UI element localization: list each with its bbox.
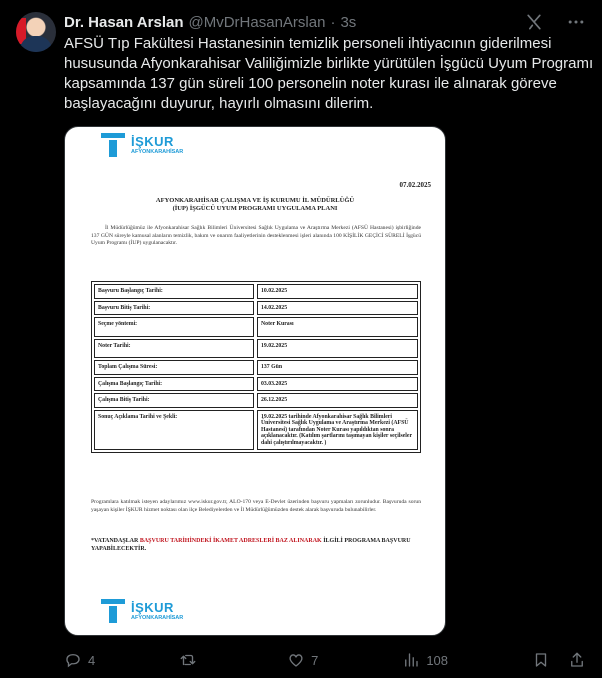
flag-badge (16, 18, 26, 44)
row-label: Toplam Çalışma Süresi: (94, 360, 254, 375)
share-icon (568, 651, 586, 669)
share-button[interactable] (568, 651, 586, 669)
retweet-icon (179, 651, 197, 669)
row-label: Sonuç Açıklama Tarihi ve Şekli: (94, 410, 254, 451)
row-label: Çalışma Başlangıç Tarihi: (94, 377, 254, 392)
document-warning (91, 537, 421, 553)
table-row (94, 301, 418, 316)
row-value: 26.12.2025 (257, 393, 418, 408)
like-count: 7 (311, 652, 319, 668)
document-title (65, 197, 445, 213)
header-icons (524, 12, 586, 32)
document-title-line1: AFYONKARAHİSAR ÇALIŞMA VE İŞ KURUMU İL MÜDÜRLÜĞÜ (155, 197, 355, 204)
author-name[interactable]: Dr. Hasan Arslan (64, 13, 184, 31)
row-label: Başvuru Bitiş Tarihi: (94, 301, 254, 316)
tweet-text: AFSÜ Tıp Fakültesi Hastanesinin temizlik personeli ihtiyacının giderilmesi hususunda Afyonkarahisar Valiliğimizle birlikte yürütülen İşgücü Uyum Programı kapsamında 137 gün süreli 100 personelin noter kurası ile alınarak göreve başlayacağını duyurur, hayırlı olmasını dilerim. (64, 35, 594, 112)
warning-red-text: BAŞVURU TARİHİNDEKİ İKAMET ADRESLERİ BAZ ALINARAK (139, 538, 322, 544)
iskur-logo-bottom (101, 599, 183, 623)
iskur-logo-icon (101, 133, 125, 157)
row-label: Çalışma Bitiş Tarihi: (94, 393, 254, 408)
row-label: Seçme yöntemi: (94, 317, 254, 337)
reply-icon (64, 651, 82, 669)
row-value: Noter Kurası (257, 317, 418, 337)
avatar[interactable] (16, 12, 56, 52)
views-button[interactable] (402, 651, 448, 669)
reply-count: 4 (88, 652, 96, 668)
logo-word: İŞKUR (131, 133, 174, 149)
retweet-button[interactable] (179, 651, 203, 669)
views-icon (402, 651, 420, 669)
iskur-logo-icon (101, 599, 125, 623)
grok-icon[interactable] (524, 12, 544, 32)
table-row (94, 377, 418, 392)
table-row (94, 410, 418, 451)
row-value: 19.02.2025 tarihinde Afyonkarahisar Sağlık Bilimleri Üniversitesi Sağlık Uygulama ve Araştırma Merkezi (AFSÜ Hastanesi) tarafından Noter Kurası yapıldıktan sonra açıklanacaktır. (Katılım şartlarını taşımayan kişiler seçilseler dahi çalıştırılmayacaktır. ) (257, 410, 418, 451)
logo-word: İŞKUR (131, 599, 174, 615)
row-value: 10.02.2025 (257, 284, 418, 299)
row-label: Noter Tarihi: (94, 339, 254, 359)
tweet-header (64, 12, 586, 32)
secondary-actions (532, 651, 586, 669)
document-note: Programlara katılmak isteyen adaylarımız www.iskur.gov.tr, ALO-170 veya E-Devlet üzerinden başvuru yapmaları zorunludur. Başvuruda sorun yaşayan kişiler İŞKUR hizmet noktası olan ilçe Belediyelerden ve İl Müdürlüğümüzden destek alarak başvuruda bulunabilirler. (91, 499, 421, 513)
more-icon[interactable] (566, 12, 586, 32)
warning-prefix: *VATANDAŞLAR (91, 538, 139, 544)
like-icon (287, 651, 305, 669)
row-value: 19.02.2025 (257, 339, 418, 359)
row-value: 03.03.2025 (257, 377, 418, 392)
document-table (91, 281, 421, 453)
separator-dot: · (330, 13, 336, 31)
iskur-logo-top (101, 133, 183, 157)
views-count: 108 (426, 652, 449, 668)
document-intro: İl Müdürlüğümüz ile Afyonkarahisar Sağlık Bilimleri Üniversitesi Sağlık Uygulama ve Araştırma Merkezi (AFSÜ Hastanesi) işbirliğinde 137 GÜN süreyle kamusal alanların temizlik, bakım ve onarım faaliyetlerinin desteklenmesi işleri alanında 100 KİŞİLİK GEÇİCİ SÜRELİ İşgücü Uyum Programı (İUP) uygulanacaktır. (91, 225, 421, 247)
row-value: 14.02.2025 (257, 301, 418, 316)
like-button[interactable] (287, 651, 318, 669)
row-label: Başvuru Başlangıç Tarihi: (94, 284, 254, 299)
document-date: 07.02.2025 (399, 181, 431, 189)
logo-sub: AFYONKARAHİSAR (131, 614, 184, 621)
table-row (94, 284, 418, 299)
logo-sub: AFYONKARAHİSAR (131, 148, 184, 155)
table-row (94, 339, 418, 359)
table-row (94, 317, 418, 337)
author-handle[interactable]: @MvDrHasanArslan (188, 13, 326, 31)
timestamp[interactable]: 3s (340, 13, 357, 31)
bookmark-button[interactable] (532, 651, 550, 669)
tweet-media-image[interactable] (64, 126, 446, 636)
bookmark-icon (532, 651, 550, 669)
table-row (94, 360, 418, 375)
warning-suffix: İLGİLİ PROGRAMA BAŞVURU YAPABİLECEKTİR. (91, 538, 411, 552)
reply-button[interactable] (64, 651, 95, 669)
table-row (94, 393, 418, 408)
document-title-line2: (İUP) İŞGÜCÜ UYUM PROGRAMI UYGULAMA PLANI (172, 205, 338, 212)
row-value: 137 Gün (257, 360, 418, 375)
tweet-actions (64, 650, 586, 670)
